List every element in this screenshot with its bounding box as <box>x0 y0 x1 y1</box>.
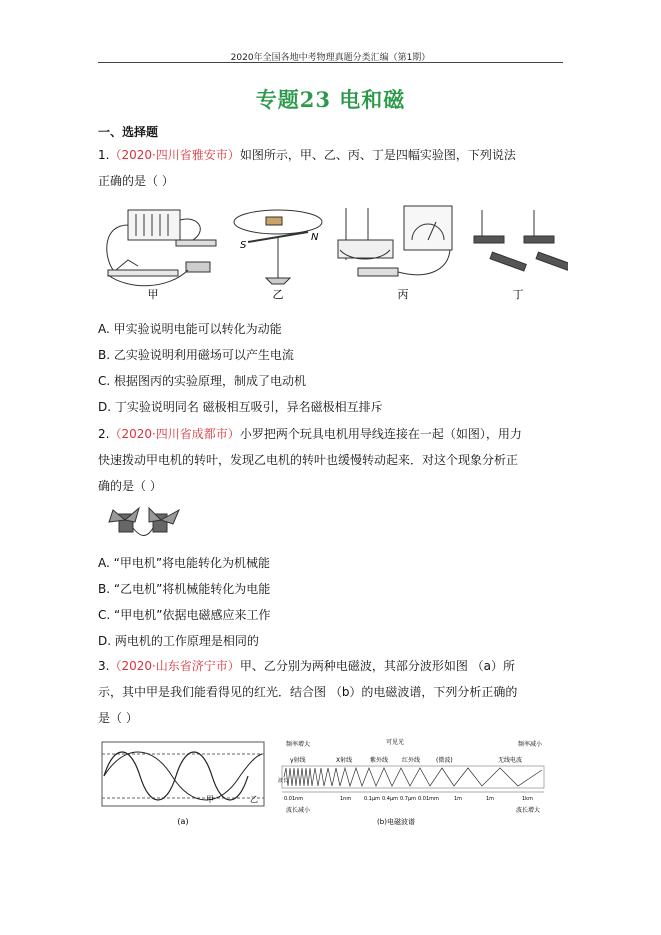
question-2-line1: 小罗把两个玩具电机用导线连接在一起（如图），用力 <box>239 427 522 441</box>
page-title: 专题23 电和磁 <box>255 87 406 112</box>
figure-label-ding: 丁 <box>512 288 524 301</box>
figure-jia-apparatus <box>107 210 216 286</box>
question-2-number: 2. <box>98 427 110 441</box>
figure-label-bing: 丙 <box>397 288 409 301</box>
question-3-number: 3. <box>98 659 110 673</box>
spectrum-scale-4: 0.7μm <box>400 796 417 802</box>
page-header: 2020年全国各地中考物理真题分类汇编（第1期） <box>230 53 431 63</box>
question-2-figure-motors <box>105 500 185 542</box>
question-1-option-b[interactable]: B. 乙实验说明利用磁场可以产生电流 <box>98 348 294 362</box>
figure-bing-apparatus <box>338 206 452 276</box>
spectrum-scale-6: 1m <box>454 796 463 802</box>
question-2-option-a[interactable]: A. “甲电机”将电能转化为机械能 <box>98 556 271 570</box>
question-1-line1: 如图所示，甲、乙、丙、丁是四幅实验图，下列说法 <box>239 148 516 162</box>
question-1-option-c[interactable]: C. 根据图丙的实验原理，制成了电动机 <box>98 374 307 388</box>
question-2-option-d[interactable]: D. 两电机的工作原理是相同的 <box>98 634 259 648</box>
question-1-option-a[interactable]: A. 甲实验说明电能可以转化为动能 <box>98 322 282 336</box>
spectrum-axis-label: 波长 <box>278 778 289 784</box>
question-3-line3: 是（ ） <box>98 711 138 725</box>
header-divider <box>98 62 563 63</box>
spectrum-scale-0: 0.01nm <box>284 796 304 802</box>
question-3-line1: 甲、乙分别为两种电磁波，其部分波形如图 （a）所 <box>239 659 515 673</box>
figure-label-s: S <box>240 240 247 251</box>
question-3-text <box>98 653 568 731</box>
wave-label-yi: 乙 <box>250 795 258 804</box>
spectrum-wave <box>284 768 542 786</box>
figure-a-caption: (a) <box>177 817 189 826</box>
spectrum-band-microwave: (微波) <box>436 757 453 764</box>
spectrum-visible-label: 可见光 <box>386 739 405 746</box>
wave-label-jia: 甲 <box>206 795 214 804</box>
question-2-line3: 确的是（ ） <box>98 479 162 493</box>
spectrum-top-right: 频率减小 <box>518 741 543 748</box>
spectrum-scale-8: 1km <box>522 796 533 802</box>
question-2-text <box>98 421 568 499</box>
spectrum-band-gamma: γ射线 <box>290 757 306 764</box>
spectrum-band-ir: 红外线 <box>402 757 421 764</box>
figure-label-jia: 甲 <box>147 288 159 301</box>
figure-b-caption: (b)电磁波谱 <box>377 818 415 826</box>
question-2-option-c[interactable]: C. “甲电机”依据电磁感应来工作 <box>98 608 271 622</box>
spectrum-bottom-left: 波长减小 <box>286 807 311 814</box>
section-heading: 一、选择题 <box>98 125 159 139</box>
spectrum-scale-7: 1m <box>486 796 495 802</box>
question-1-line2: 正确的是（ ） <box>98 174 174 188</box>
spectrum-scale-1: 1nm <box>340 796 352 802</box>
question-2-source: （2020·四川省成都市） <box>109 427 240 441</box>
spectrum-bottom-right: 波长增大 <box>516 807 541 814</box>
question-1-option-d[interactable]: D. 丁实验说明同名 磁极相互吸引，异名磁极相互排斥 <box>98 400 383 414</box>
question-2-option-b[interactable]: B. “乙电机”将机械能转化为电能 <box>98 582 271 596</box>
spectrum-band-uv: 紫外线 <box>370 757 389 764</box>
question-1-number: 1. <box>98 148 110 162</box>
figure-yi-apparatus <box>234 210 322 284</box>
figure-label-n: N <box>311 232 319 243</box>
figure-ding-apparatus <box>474 210 568 271</box>
question-1-source: （2020·四川省雅安市） <box>109 148 240 162</box>
question-1-text <box>98 142 568 194</box>
question-3-source: （2020·山东省济宁市） <box>109 659 240 673</box>
spectrum-scale-3: 0.4μm <box>382 796 399 802</box>
question-2-line2: 快速拨动甲电机的转叶，发现乙电机的转叶也缓慢转动起来．对这个现象分析正 <box>98 453 519 467</box>
question-3-line2: 示，其中甲是我们能看得见的红光．结合图 （b）的电磁波谱，下列分析正确的 <box>98 685 518 699</box>
spectrum-band-radio: 无线电波 <box>498 757 523 764</box>
figure-label-yi: 乙 <box>272 288 284 301</box>
spectrum-top-left: 频率增大 <box>286 741 311 748</box>
spectrum-scale-2: 0.1μm <box>364 796 381 802</box>
question-3-figure-a <box>100 740 266 830</box>
spectrum-scale-5: 0.01mm <box>418 796 439 802</box>
question-3-figure-b <box>278 736 550 828</box>
question-1-figure <box>98 200 568 308</box>
spectrum-band-xray: X射线 <box>336 757 353 764</box>
